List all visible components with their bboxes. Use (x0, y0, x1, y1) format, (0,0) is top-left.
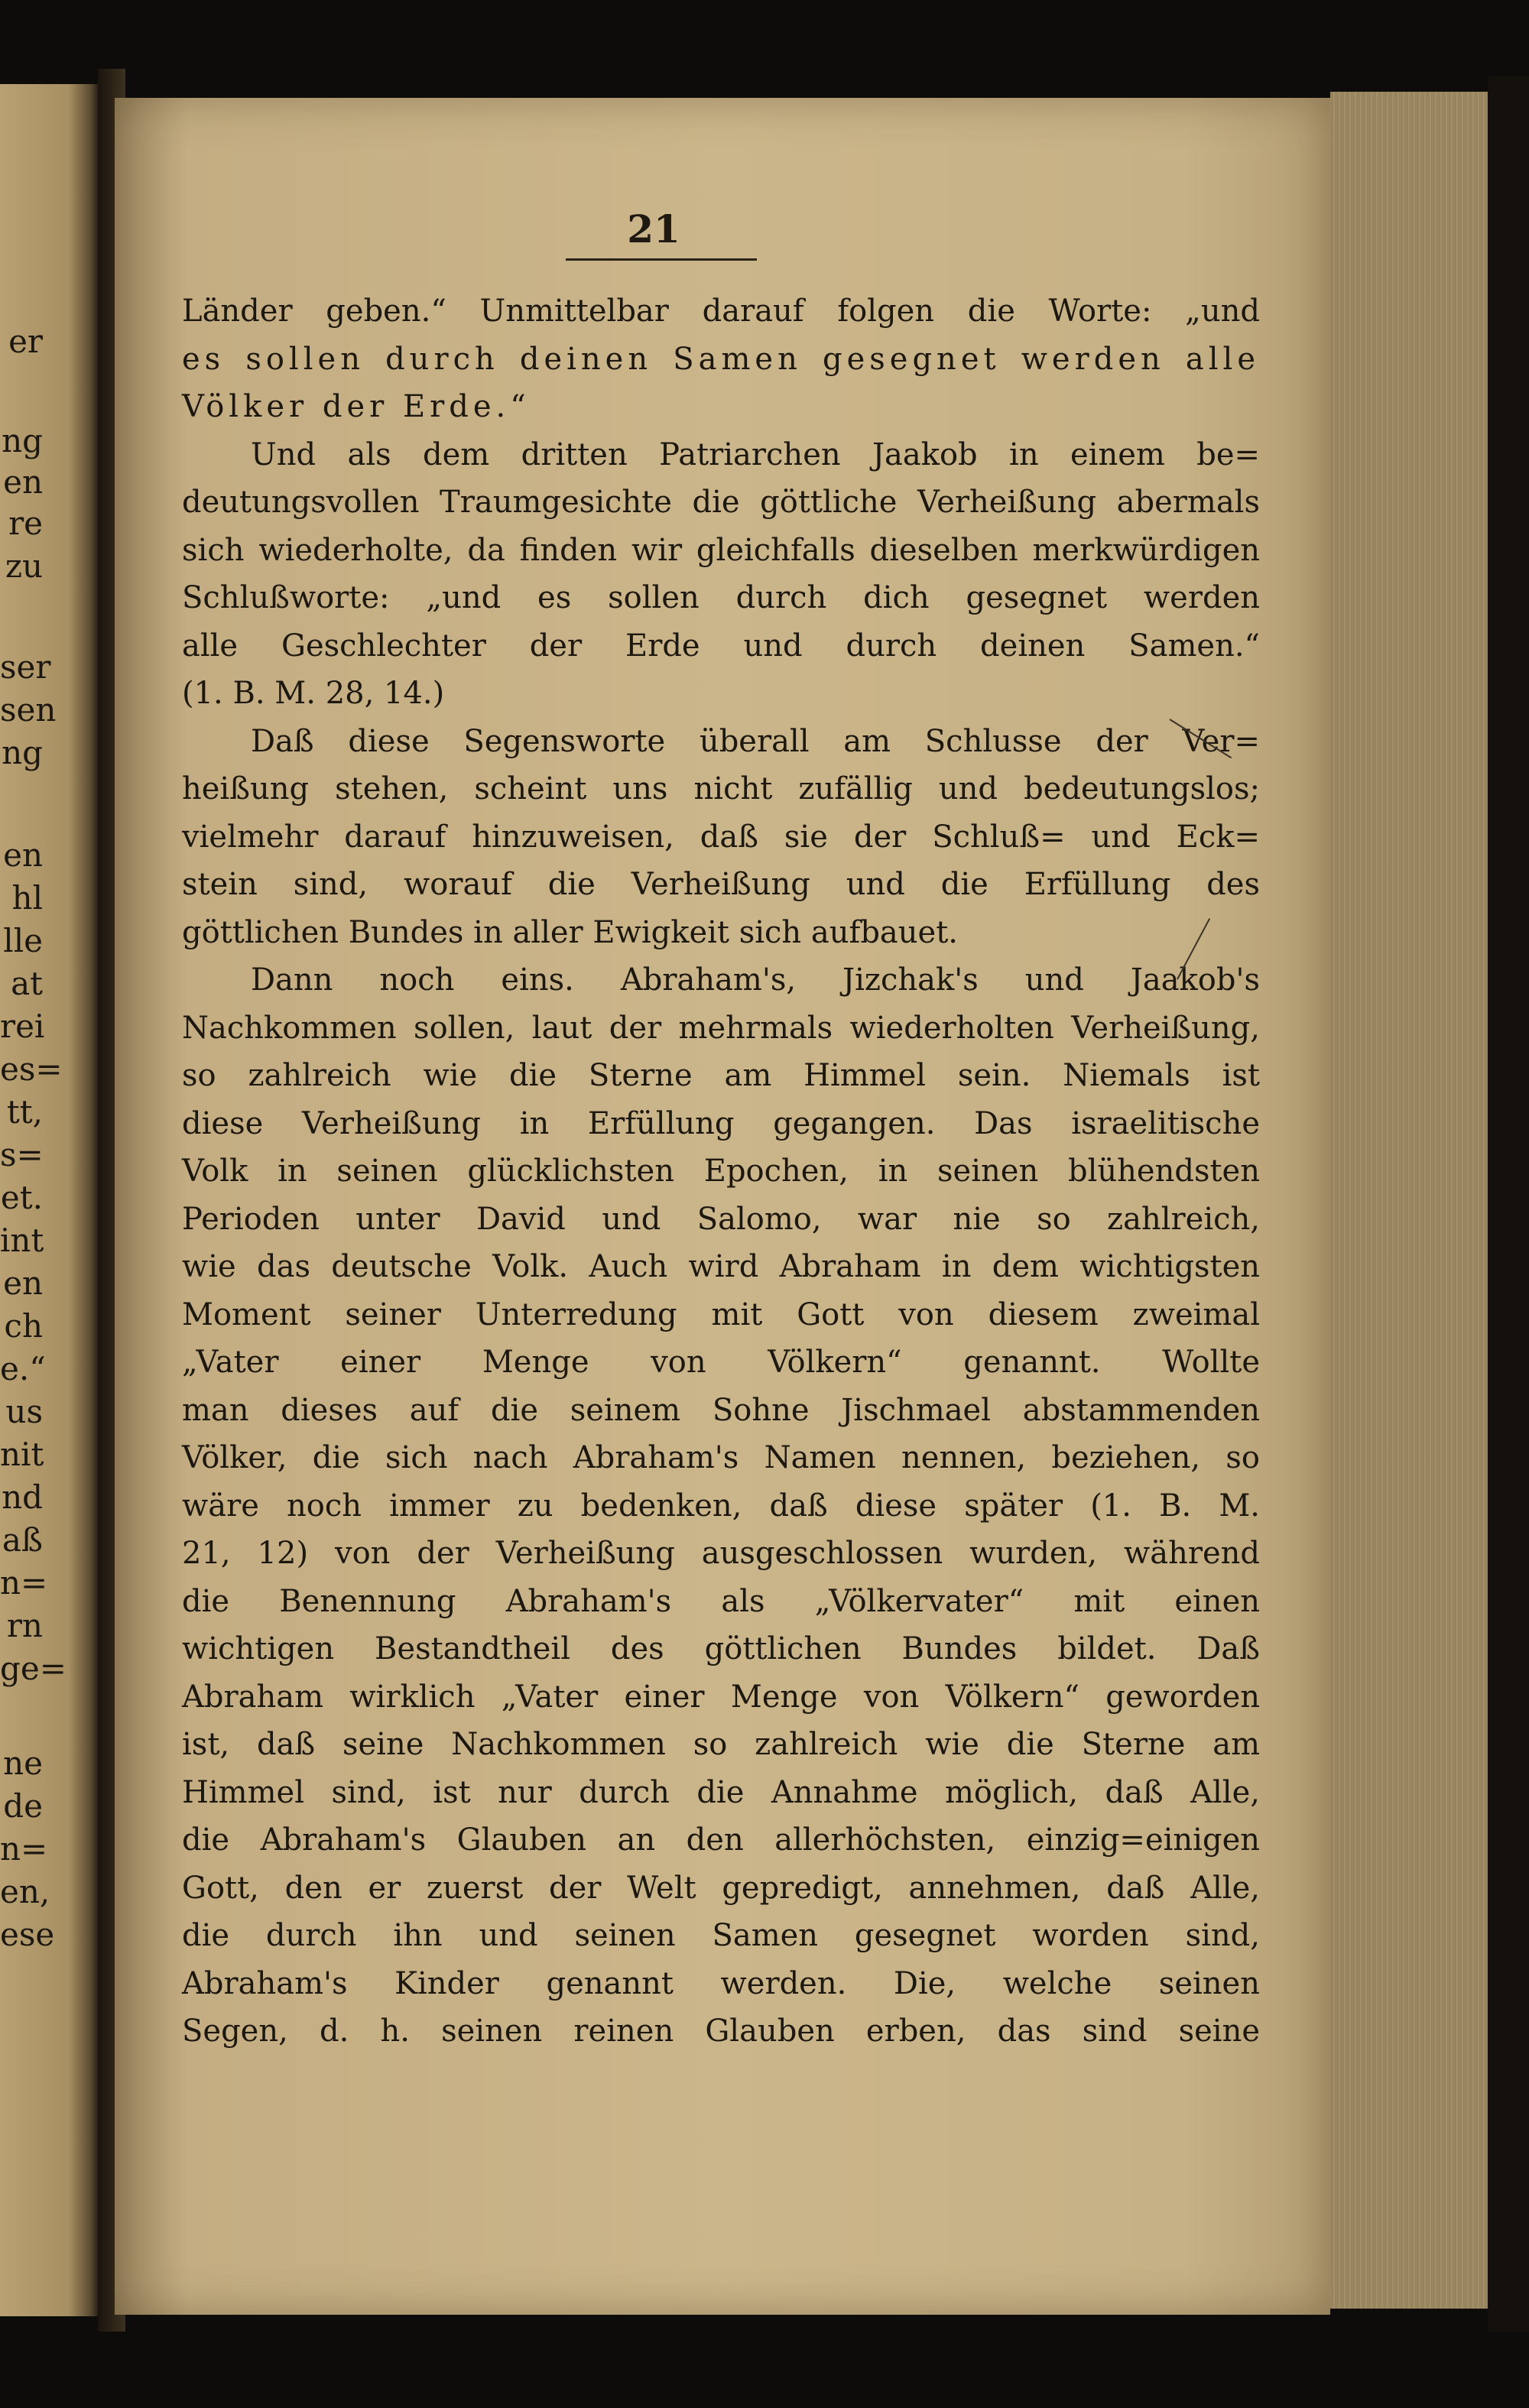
left-fragment: n= (0, 1564, 48, 1602)
left-fragment: ng (2, 734, 43, 771)
left-fragment: er (8, 323, 43, 360)
text-line: Himmel sind, ist nur durch die Annahme möglich, daß Alle, (182, 1774, 1260, 1810)
text-line: Länder geben.“ Unmittelbar darauf folgen die Worte: „und (182, 294, 1260, 329)
left-fragment: en (3, 463, 43, 501)
left-fragment: nd (2, 1478, 43, 1516)
text-line: Und als dem dritten Patriarchen Jaakob in einem be= (251, 436, 1260, 472)
text-line: heißung stehen, scheint uns nicht zufällig und bedeutungslos; (182, 771, 1260, 806)
left-fragment: en (3, 1264, 43, 1302)
text-line: stein sind, worauf die Verheißung und die Erfüllung des (182, 867, 1260, 902)
left-fragment: s= (0, 1136, 44, 1173)
left-fragment: ese (0, 1916, 55, 1953)
text-line: Abraham wirklich „Vater einer Menge von Völkern“ geworden (182, 1679, 1260, 1715)
left-fragment: n= (0, 1830, 48, 1868)
left-fragment: et. (0, 1179, 43, 1216)
left-fragment: sen (0, 691, 57, 729)
text-line: wäre noch immer zu bedenken, daß diese später (1. B. M. (182, 1488, 1260, 1524)
text-line: Abraham's Kinder genannt werden. Die, welche seinen (182, 1965, 1260, 2001)
header-rule (566, 258, 757, 261)
left-fragment: e.“ (0, 1350, 46, 1387)
left-fragment: ng (2, 422, 43, 459)
text-line: 21, 12) von der Verheißung ausgeschlossen wurden, während (182, 1536, 1260, 1571)
text-line: Völker der Erde.“ (182, 389, 531, 424)
text-line: vielmehr darauf hinzuweisen, daß sie der Schluß= und Eck= (182, 819, 1260, 855)
left-fragment: ge= (0, 1650, 67, 1687)
text-line: Moment seiner Unterredung mit Gott von diesem zweimal (182, 1296, 1260, 1332)
left-fragment: en, (0, 1873, 50, 1910)
text-line: Völker, die sich nach Abraham's Namen nennen, beziehen, so (182, 1440, 1260, 1475)
text-line: ist, daß seine Nachkommen so zahlreich wie die Sterne am (182, 1727, 1260, 1762)
left-fragment: re (8, 505, 43, 542)
left-fragment: hl (11, 879, 43, 917)
text-line: wichtigen Bestandtheil des göttlichen Bundes bildet. Daß (182, 1631, 1260, 1666)
left-fragment: ser (0, 648, 51, 686)
left-fragment: int (0, 1222, 44, 1259)
text-line: Volk in seinen glücklichsten Epochen, in seinen blühendsten (182, 1154, 1260, 1189)
left-fragment: ne (3, 1744, 43, 1782)
left-fragment: lle (3, 922, 43, 959)
text-line: (1. B. M. 28, 14.) (182, 676, 445, 711)
text-line: deutungsvollen Traumgesichte die göttliche Verheißung abermals (182, 485, 1260, 520)
left-fragment: es= (0, 1050, 63, 1088)
left-fragment: zu (5, 547, 43, 585)
left-fragment: nit (0, 1436, 44, 1473)
text-line: Schlußworte: „und es sollen durch dich gesegnet werden (182, 580, 1260, 615)
left-fragment: ch (4, 1307, 43, 1345)
left-fragment: tt, (6, 1093, 43, 1131)
left-fragment: en (3, 836, 43, 874)
left-fragment: aß (2, 1521, 43, 1559)
main-page (115, 98, 1330, 2315)
left-fragment: rei (0, 1008, 45, 1045)
text-line: alle Geschlechter der Erde und durch deinen Samen.“ (182, 628, 1260, 664)
left-fragment: us (5, 1393, 43, 1430)
text-line: sich wiederholte, da finden wir gleichfalls dieselben merkwürdigen (182, 532, 1260, 568)
body-text (182, 287, 1260, 2056)
text-line: „Vater einer Menge von Völkern“ genannt. Wollte (182, 1345, 1260, 1380)
cover-edge (1488, 76, 1529, 2332)
text-line: es sollen durch deinen Samen gesegnet werden alle (182, 341, 1260, 377)
left-facing-page (0, 84, 98, 2316)
text-line: man dieses auf die seinem Sohne Jischmael abstammenden (182, 1392, 1260, 1428)
text-line: die Abraham's Glauben an den allerhöchsten, einzig=einigen (182, 1822, 1260, 1858)
text-line: Gott, den er zuerst der Welt gepredigt, annehmen, daß Alle, (182, 1870, 1260, 1906)
text-line: die Benennung Abraham's als „Völkervater“ mit einen (182, 1583, 1260, 1619)
left-fragment: at (11, 965, 43, 1002)
text-line: so zahlreich wie die Sterne am Himmel sein. Niemals ist (182, 1058, 1260, 1093)
left-fragment: rn (6, 1607, 43, 1644)
page-number: 21 (627, 206, 680, 252)
text-line: Perioden unter David und Salomo, war nie so zahlreich, (182, 1201, 1260, 1237)
text-line: diese Verheißung in Erfüllung gegangen. Das israelitische (182, 1105, 1260, 1141)
text-line: Nachkommen sollen, laut der mehrmals wiederholten Verheißung, (182, 1010, 1260, 1046)
text-line: die durch ihn und seinen Samen gesegnet worden sind, (182, 1918, 1260, 1953)
left-fragment: de (3, 1787, 43, 1825)
text-line: Daß diese Segensworte überall am Schlusse der Ver= (251, 723, 1260, 759)
text-line: wie das deutsche Volk. Auch wird Abraham in dem wichtigsten (182, 1249, 1260, 1284)
text-line: Dann noch eins. Abraham's, Jizchak's und Jaakob's (251, 962, 1260, 998)
text-line: Segen, d. h. seinen reinen Glauben erben, das sind seine (182, 2014, 1260, 2049)
page-stack-edge (1330, 92, 1491, 2309)
text-line: göttlichen Bundes in aller Ewigkeit sich aufbauet. (182, 914, 958, 950)
